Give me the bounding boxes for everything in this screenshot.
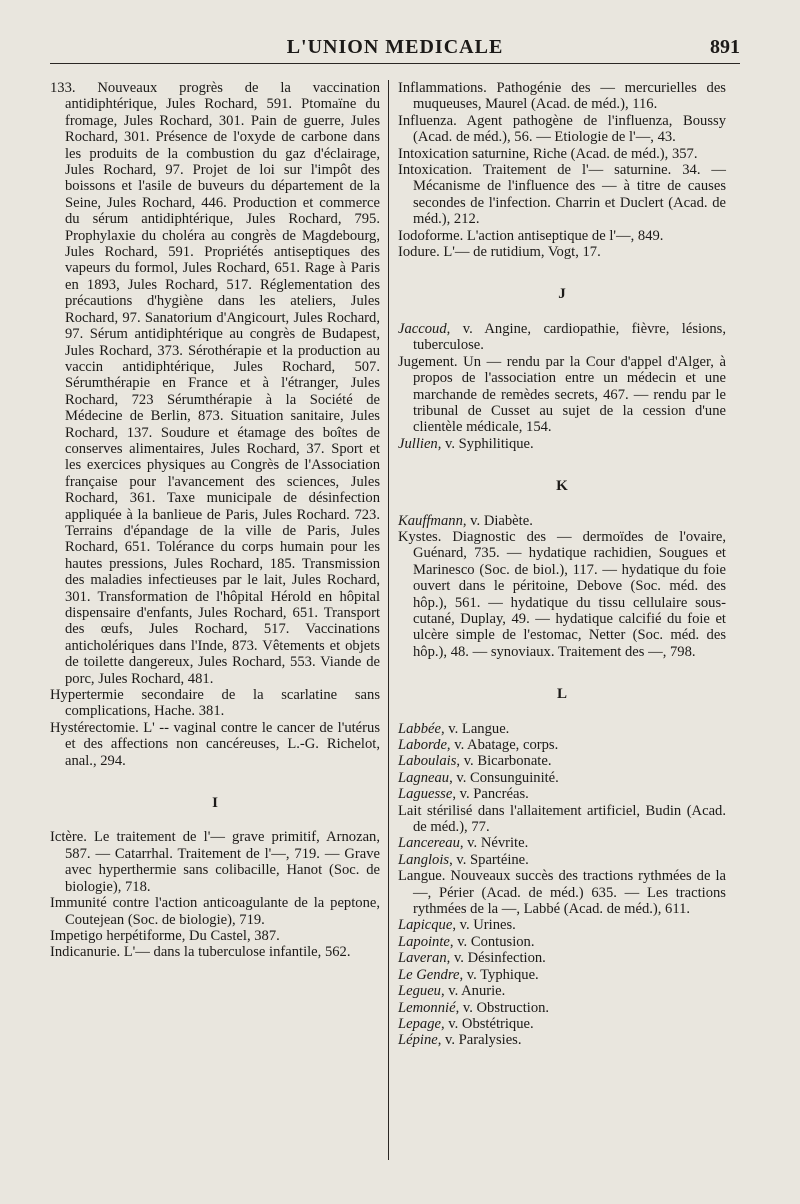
index-entry bbox=[398, 1032, 726, 1048]
index-entry: Iodure. L'— de rutidium, Vogt, 17. bbox=[398, 244, 601, 261]
entry-text: Lait stérilisé dans l'allaitement artificiel, Budin (Acad. de méd.), 77. bbox=[398, 802, 726, 836]
entry-text: , v. Langue. bbox=[440, 720, 510, 737]
index-entry: Iodoforme. L'action antiseptique de l'—, 849. bbox=[398, 227, 664, 244]
entry-author: Kauffmann bbox=[398, 512, 463, 529]
entry-author: Laguesse bbox=[398, 786, 453, 803]
header-rule bbox=[50, 63, 740, 64]
entry-author: Jullien bbox=[398, 435, 438, 452]
index-entry bbox=[398, 354, 726, 436]
entry-author: Lépine bbox=[398, 1032, 438, 1049]
entry-text: , v. Spartéine. bbox=[449, 851, 529, 868]
index-entry: Inflammations. Pathogénie des — mercurielles des muqueuses, Maurel (Acad. de méd.), 116. bbox=[398, 80, 726, 113]
index-entry bbox=[398, 737, 726, 753]
index-entry bbox=[398, 917, 726, 933]
entry-author: Jaccoud bbox=[398, 320, 447, 337]
entry-author: Lepage bbox=[398, 1015, 441, 1032]
entry-text: , v. Angine, cardiopathie, fièvre, lésions, tuberculose. bbox=[413, 320, 726, 354]
entry-author: Labbée bbox=[398, 720, 441, 737]
index-entry: Ictère. Le traitement de l'— grave primitif, Arnozan, 587. — Catarrhal. Traitement de l'—, 719. — Grave avec hyperthermie sans colibacille, Hanot (Soc. de biologie), 718. bbox=[50, 829, 380, 895]
index-entry bbox=[398, 950, 726, 966]
index-entry: Indicanurie. L'— dans la tuberculose infantile, 562. bbox=[50, 944, 351, 961]
entry-author: Laboulais bbox=[398, 753, 457, 770]
index-entry bbox=[398, 786, 726, 802]
entry-text: Kystes. Diagnostic des — dermoïdes de l'ovaire, Guénard, 735. — hydatique rachidien, Sougues et Marinesco (Soc. de biol.), 117. — hydatique du foie ouvert dans le péritoine, Debove (Soc. méd. des hôp.), 561. — hydatique du tissu cellulaire sous-cutané, Duplay, 49. — hydatique calcifié du foie et ulcère simple de l'estomac, Netter (Soc. méd. des hôp.), 48. — synoviaux. Traitement des —, 798. bbox=[398, 528, 726, 660]
entry-author: Lemonnié bbox=[398, 999, 456, 1016]
index-entry: Intoxication saturnine, Riche (Acad. de méd.), 357. bbox=[398, 145, 698, 162]
entry-text: , v. Paralysies. bbox=[437, 1032, 522, 1049]
index-entry bbox=[398, 835, 726, 851]
index-entry: Impetigo herpétiforme, Du Castel, 387. bbox=[50, 927, 280, 944]
index-entry bbox=[398, 868, 726, 917]
page-number: 891 bbox=[710, 36, 740, 58]
left-column bbox=[50, 80, 380, 961]
entry-author: Lagneau bbox=[398, 769, 450, 786]
entry-text: , v. Abatage, corps. bbox=[446, 737, 559, 753]
entry-author: Laborde bbox=[398, 737, 447, 753]
index-entry: 133. Nouveaux progrès de la vaccination antidiphtérique, Jules Rochard, 591. Ptomaïne du fromage, Jules Rochard, 301. Pain de guerre, Jules Rochard, 301. Présence de l'oxyde de carbone dans les produits de la combustion du gaz d'éclairage, Jules Rochard, 97. Projet de loi sur l'impôt des boissons et l'asile de buveurs du département de la Seine, Jules Rochard, 446. Production et commerce du sérum antidiphtérique, Jules Rochard, 795. Prophylaxie du choléra au congrès de Magdebourg, Jules Rochard, 591. Propriétés antiseptiques des vapeurs du formol, Jules Rochard, 651. Rage à Paris en 1893, Jules Rochard, 517. Réglementation des précautions d'hygiène dans les ateliers, Jules Rochard, 97. Sanatorium d'Angicourt, Jules Rochard, 97. Sérum antidiphtérique au congrès de Budapest, Jules Rochard, 373. Sérothérapie et la production au vaccin antidiphtérique, Jules Rochard, 507. Sérumthérapie en France et à l'étranger, Jules Rochard, 723 Sérumthérapie à la Société de Médecine de Berlin, 873. Situation sanitaire, Jules Rochard, 137. Soudure et étamage des boîtes de conserves alimentaires, Jules Rochard, 37. Sport et les exercices physiques au Congrès de l'Association française pour l'avancement des sciences, Jules Rochard, 361. Taxe municipale de désinfection appliquée à la banlieue de Paris, Jules Rochard. 723. Terrains d'épandage de la ville de Paris, Jules Rochard, 651. Tolérance du corps humain pour les hautes pressions, Jules Rochard, 185. Transmission des maladies infectieuses par le lait, Jules Rochard, 301. Transformation de l'hôpital Hérold en hôpital dispensaire d'enfants, Jules Rochard, 651. Transport des œufs, Jules Rochard, 517. Vaccinations anticholériques dans l'Inde, 873. Vêtements et objets de toilette dangereux, Jules Rochard, 553. Viande de porc, Jules Rochard, 481. bbox=[50, 80, 380, 687]
entry-text: , v. Obstétrique. bbox=[440, 1015, 534, 1032]
index-entry bbox=[398, 753, 726, 769]
index-entry bbox=[398, 852, 726, 868]
index-entry bbox=[398, 934, 726, 950]
entry-text: , v. Désinfection. bbox=[446, 950, 546, 967]
page-header bbox=[50, 30, 740, 64]
index-entry: Hystérectomie. L' -- vaginal contre le cancer de l'utérus et des affections non cancéreuses, L.-G. Richelot, anal., 294. bbox=[50, 719, 380, 769]
section-letter-l: L bbox=[556, 686, 567, 703]
index-entry bbox=[398, 321, 726, 354]
entry-author: Langlois bbox=[398, 851, 450, 868]
entry-author: Lapointe bbox=[398, 933, 450, 950]
entry-text: , v. Consunguinité. bbox=[449, 769, 559, 786]
entry-text: , v. Obstruction. bbox=[455, 999, 550, 1016]
right-column bbox=[398, 80, 726, 1049]
index-entry bbox=[398, 770, 726, 786]
entry-text: Jugement. Un — rendu par la Cour d'appel d'Alger, à propos de l'association entre un médecin et une marchande de remèdes secrets, 467. — rendu par le tribunal de Cusset au sujet de la cession d'une clientèle médicale, 154. bbox=[398, 353, 726, 436]
index-entry: Immunité contre l'action anticoagulante de la peptone, Coutejean (Soc. de biologie), 719. bbox=[50, 895, 380, 928]
index-entry bbox=[398, 967, 726, 983]
index-entry bbox=[398, 436, 726, 452]
entry-text: , v. Urines. bbox=[452, 917, 516, 934]
index-entry bbox=[398, 529, 726, 660]
index-entry bbox=[398, 1000, 726, 1016]
index-entry: Intoxication. Traitement de l'— saturnine. 34. — Mécanisme de l'influence des — à titre de causes secondes de l'infection. Charrin et Duclert (Acad. de méd.), 212. bbox=[398, 162, 726, 228]
index-entry bbox=[398, 721, 726, 737]
entry-text: , v. Syphilitique. bbox=[437, 435, 534, 452]
entry-text: Langue. Nouveaux succès des tractions rythmées de la —, Périer (Acad. de méd.) 635. — Les tractions rythmées de la —, Labbé (Acad. de méd.), 611. bbox=[398, 868, 726, 918]
section-letter-j: J bbox=[558, 286, 566, 303]
section-letter-k: K bbox=[556, 478, 568, 495]
index-entry: Hypertermie secondaire de la scarlatine sans complications, Hache. 381. bbox=[50, 687, 380, 720]
index-entry bbox=[398, 803, 726, 836]
entry-text: , v. Typhique. bbox=[459, 966, 539, 983]
j-entries bbox=[398, 321, 726, 452]
index-entry: Influenza. Agent pathogène de l'influenza, Boussy (Acad. de méd.), 56. — Etiologie de l'—, 43. bbox=[398, 112, 726, 146]
entry-text: , v. Névrite. bbox=[459, 835, 529, 852]
entry-author: Le Gendre bbox=[398, 966, 460, 983]
entry-text: , v. Pancréas. bbox=[452, 786, 529, 803]
k-entries bbox=[398, 513, 726, 661]
section-letter-i: I bbox=[212, 795, 218, 812]
journal-title: L'UNION MEDICALE bbox=[286, 36, 504, 58]
index-entry bbox=[398, 1016, 726, 1032]
entry-author: Lancereau bbox=[398, 835, 460, 852]
entry-author: Legueu bbox=[398, 983, 441, 1000]
entry-text: , v. Anurie. bbox=[440, 983, 506, 1000]
column-divider bbox=[388, 80, 389, 1160]
index-entry bbox=[398, 983, 726, 999]
entry-text: , v. Diabète. bbox=[462, 512, 533, 529]
entry-text: , v. Contusion. bbox=[449, 933, 535, 950]
entry-author: Lapicque bbox=[398, 917, 453, 934]
entry-author: Laveran bbox=[398, 950, 447, 967]
l-entries bbox=[398, 721, 726, 1049]
entry-text: , v. Bicarbonate. bbox=[456, 753, 552, 770]
index-entry bbox=[398, 513, 726, 529]
